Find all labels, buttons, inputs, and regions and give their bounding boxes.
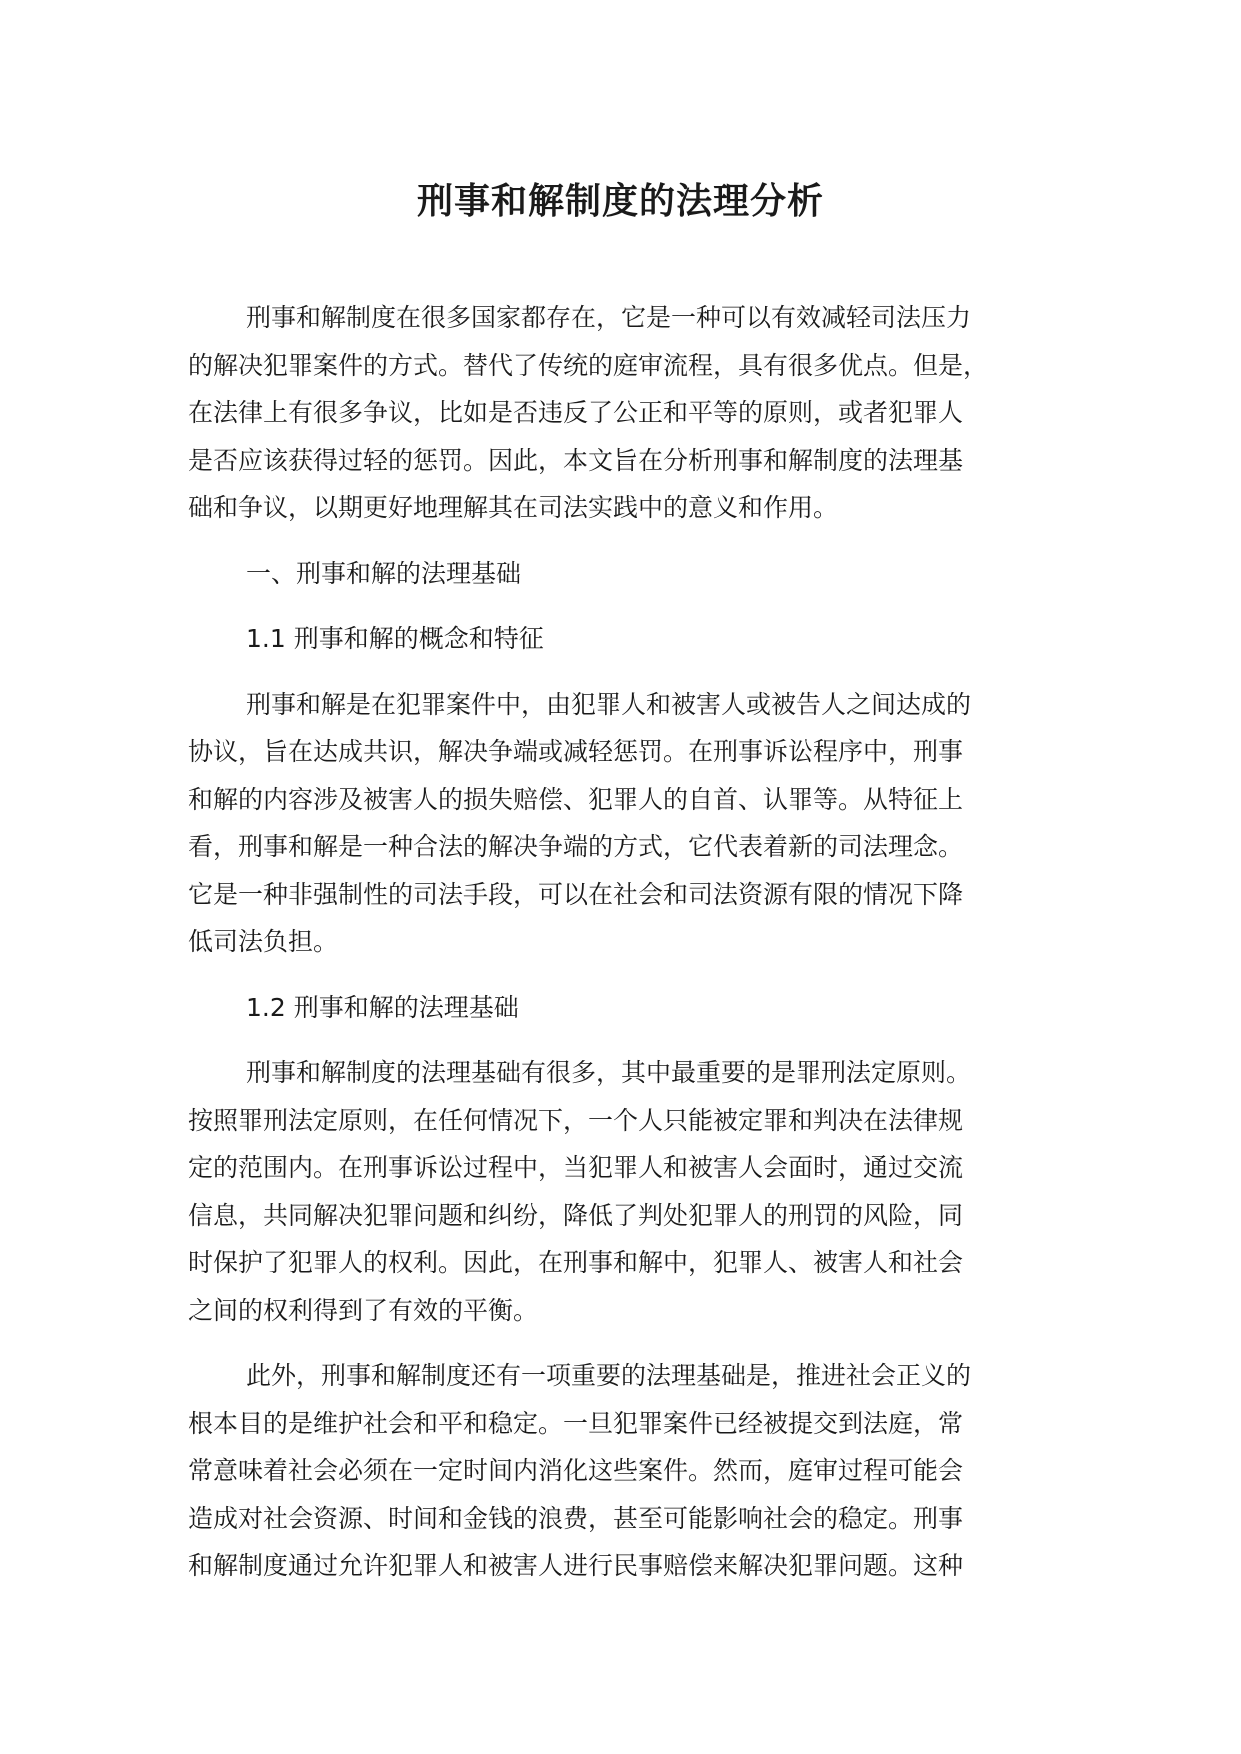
paragraph-line: 定的范围内。在刑事诉讼过程中，当犯罪人和被害人会面时，通过交流 [188,1153,964,1182]
paragraph-line: 础和争议，以期更好地理解其在司法实践中的意义和作用。 [188,493,839,522]
paragraph-line: 和解制度通过允许犯罪人和被害人进行民事赔偿来解决犯罪问题。这种 [188,1551,964,1580]
section-heading: 1.2 刑事和解的法理基础 [246,992,519,1022]
paragraph-line: 时保护了犯罪人的权利。因此，在刑事和解中，犯罪人、被害人和社会 [188,1248,964,1277]
paragraph-line: 信息，共同解决犯罪问题和纠纷，降低了判处犯罪人的刑罚的风险，同 [188,1200,964,1230]
paragraph-line: 之间的权利得到了有效的平衡。 [188,1295,539,1325]
paragraph-line: 按照罪刑法定原则，在任何情况下，一个人只能被定罪和判决在法律规 [188,1105,964,1135]
paragraph-line: 低司法负担。 [188,927,339,956]
paragraph-line: 造成对社会资源、时间和金钱的浪费，甚至可能影响社会的稳定。刑事 [188,1503,964,1533]
section-heading: 一、刑事和解的法理基础 [246,558,522,588]
body-paragraph [188,1352,1068,1590]
paragraph-line: 的解决犯罪案件的方式。替代了传统的庭审流程，具有很多优点。但是， [188,350,989,380]
body-paragraph [188,1049,1068,1334]
body-paragraph [188,681,1068,966]
paragraph-line: 看，刑事和解是一种合法的解决争端的方式，它代表着新的司法理念。 [188,832,964,861]
paragraph-line: 在法律上有很多争议，比如是否违反了公正和平等的原则，或者犯罪人 [188,398,964,427]
paragraph-line: 根本目的是维护社会和平和稳定。一旦犯罪案件已经被提交到法庭，常 [188,1408,964,1438]
body-paragraph [188,294,1068,532]
paragraph-line: 此外，刑事和解制度还有一项重要的法理基础是，推进社会正义的 [246,1361,972,1390]
document-body [188,294,1068,1608]
paragraph-line: 协议，旨在达成共识，解决争端或减轻惩罚。在刑事诉讼程序中，刑事 [188,737,964,766]
paragraph-line: 刑事和解制度的法理基础有很多，其中最重要的是罪刑法定原则。 [246,1058,972,1087]
paragraph-line: 是否应该获得过轻的惩罚。因此，本文旨在分析刑事和解制度的法理基 [188,445,964,475]
section-heading: 1.1 刑事和解的概念和特征 [246,624,544,653]
paragraph-line: 常意味着社会必须在一定时间内消化这些案件。然而，庭审过程可能会 [188,1456,964,1485]
paragraph-line: 它是一种非强制性的司法手段，可以在社会和司法资源有限的情况下降 [188,879,964,909]
paragraph-line: 刑事和解是在犯罪案件中，由犯罪人和被害人或被告人之间达成的 [246,689,972,719]
paragraph-line: 刑事和解制度在很多国家都存在，它是一种可以有效减轻司法压力 [246,303,972,332]
paragraph-line: 和解的内容涉及被害人的损失赔偿、犯罪人的自首、认罪等。从特征上 [188,784,964,814]
document-title: 刑事和解制度的法理分析 [416,181,824,222]
